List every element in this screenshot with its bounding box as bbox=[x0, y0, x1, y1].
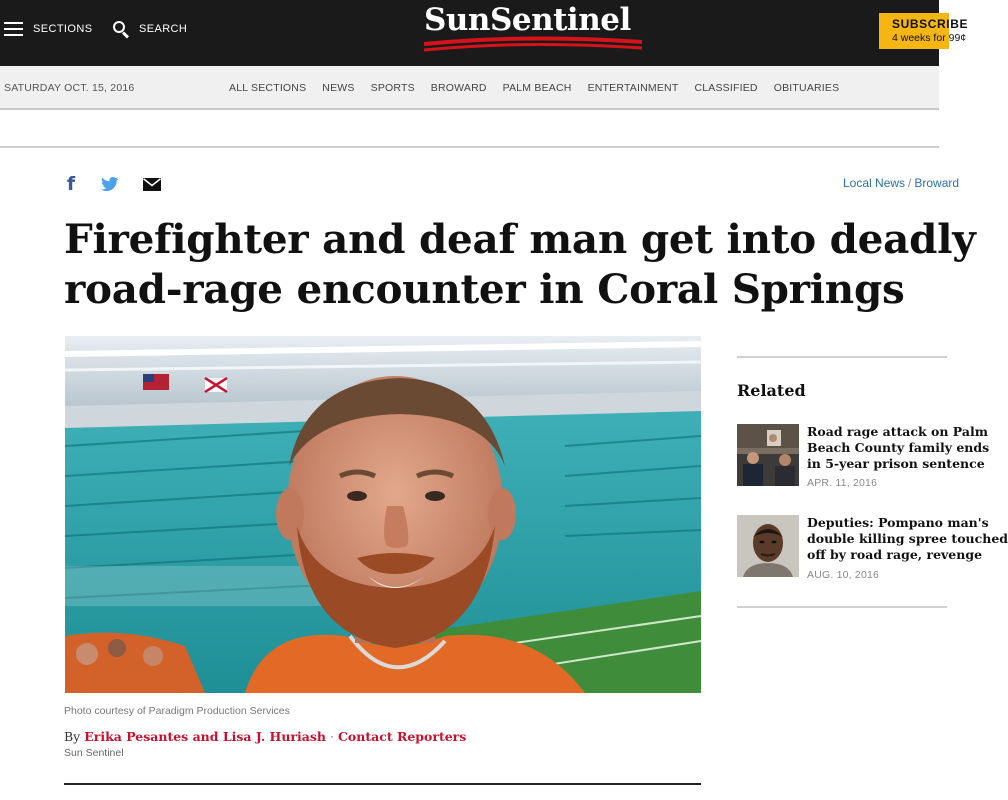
article-lead-photo[interactable] bbox=[65, 336, 701, 693]
contact-reporters-link[interactable]: Contact Reporters bbox=[337, 729, 467, 744]
related-date: APR. 11, 2016 bbox=[807, 477, 878, 489]
section-links bbox=[229, 82, 855, 94]
twitter-icon[interactable] bbox=[100, 174, 120, 194]
photo-caption: Photo courtesy of Paradigm Production Services bbox=[64, 705, 290, 717]
email-icon[interactable] bbox=[142, 174, 162, 194]
byline-prefix: By bbox=[64, 729, 81, 744]
related-headline-line: Beach County family ends bbox=[807, 440, 990, 455]
search-icon bbox=[113, 21, 129, 37]
headline-line-2: road-rage encounter in Coral Springs bbox=[64, 265, 905, 313]
nav-link-all-sections[interactable]: ALL SECTIONS bbox=[229, 82, 307, 94]
headline-line-1: Firefighter and deaf man get into deadly bbox=[64, 215, 976, 263]
related-headline bbox=[807, 424, 990, 472]
related-thumbnail-mugshot bbox=[737, 515, 799, 577]
breadcrumb bbox=[843, 176, 959, 190]
nav-link-sports[interactable]: SPORTS bbox=[370, 82, 415, 94]
logo-swoosh-icon bbox=[418, 36, 648, 56]
subscribe-offer: 4 weeks for 99¢ bbox=[892, 32, 967, 44]
related-bottom-rule bbox=[737, 606, 947, 608]
related-headline-line: Deputies: Pompano man's bbox=[807, 515, 989, 530]
sections-label: SECTIONS bbox=[33, 23, 93, 35]
related-headline bbox=[807, 515, 1008, 563]
related-item-road-rage-attack[interactable] bbox=[737, 424, 990, 494]
nav-link-obituaries[interactable]: OBITUARIES bbox=[773, 82, 840, 94]
ad-band-divider bbox=[0, 146, 939, 148]
current-date: SATURDAY OCT. 15, 2016 bbox=[4, 82, 135, 94]
related-thumbnail-courtroom bbox=[737, 424, 799, 486]
article-headline bbox=[64, 214, 976, 314]
article-byline bbox=[64, 729, 466, 744]
breadcrumb-broward[interactable]: Broward bbox=[914, 176, 960, 190]
related-headline-line: Road rage attack on Palm bbox=[807, 424, 988, 439]
article-source: Sun Sentinel bbox=[64, 747, 124, 759]
related-heading: Related bbox=[737, 381, 806, 400]
sun-sentinel-logo[interactable] bbox=[418, 2, 648, 60]
subscribe-button[interactable] bbox=[879, 13, 969, 49]
related-top-rule bbox=[737, 356, 947, 358]
article-divider bbox=[64, 783, 701, 785]
nav-link-news[interactable]: NEWS bbox=[322, 82, 355, 94]
stadium-selfie-image bbox=[65, 336, 701, 693]
nav-link-broward[interactable]: BROWARD bbox=[430, 82, 487, 94]
nav-link-entertainment[interactable]: ENTERTAINMENT bbox=[587, 82, 679, 94]
related-headline-line: off by road rage, revenge bbox=[807, 547, 983, 562]
author-links[interactable]: Erika Pesantes and Lisa J. Huriash bbox=[84, 729, 326, 744]
related-item-deputies-pompano[interactable] bbox=[737, 515, 1008, 585]
byline-dot: · bbox=[329, 729, 334, 744]
section-nav-bar bbox=[0, 66, 939, 110]
facebook-icon[interactable]: f bbox=[66, 173, 76, 195]
breadcrumb-local-news[interactable]: Local News bbox=[843, 176, 906, 190]
related-date: AUG. 10, 2016 bbox=[807, 569, 880, 581]
sections-button[interactable] bbox=[4, 18, 92, 40]
nav-link-palm-beach[interactable]: PALM BEACH bbox=[502, 82, 572, 94]
related-headline-line: double killing spree touched bbox=[807, 531, 1008, 546]
breadcrumb-separator: / bbox=[908, 176, 912, 190]
top-header bbox=[0, 0, 969, 66]
nav-link-classified[interactable]: CLASSIFIED bbox=[694, 82, 758, 94]
search-label: SEARCH bbox=[139, 23, 188, 35]
hamburger-menu-icon bbox=[4, 22, 23, 36]
related-headline-line: in 5-year prison sentence bbox=[807, 456, 985, 471]
search-button[interactable] bbox=[113, 18, 187, 40]
subscribe-label: SUBSCRIBE bbox=[892, 17, 969, 31]
logo-wordmark: SunSentinel bbox=[424, 2, 631, 38]
